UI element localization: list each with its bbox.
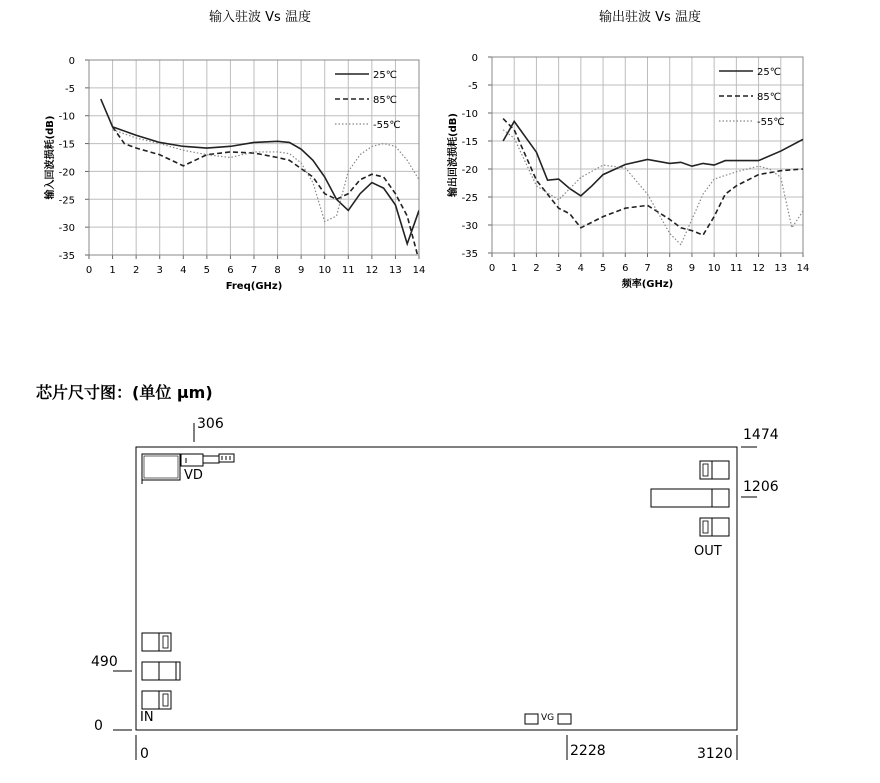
y-tick-label: 0 <box>471 53 478 64</box>
in-pad-bottom <box>142 691 171 709</box>
pad-label-vg: VG <box>541 713 555 723</box>
legend-label-1: 85℃ <box>757 92 781 103</box>
section-title: 芯片尺寸图：(单位 μm) <box>36 383 213 402</box>
vd-capacitor <box>142 454 180 480</box>
y-tick-label: -35 <box>461 249 478 260</box>
x-tick-label: 11 <box>341 265 355 276</box>
x-tick-label: 3 <box>555 263 562 274</box>
vd-pad-small <box>219 454 234 462</box>
output-return-loss-chart <box>440 30 880 340</box>
x-tick-label: 12 <box>752 263 765 274</box>
y-tick-label: -15 <box>461 137 478 148</box>
dim-label-bottom-3120: 3120 <box>697 746 733 762</box>
x-tick-label: 4 <box>180 265 187 276</box>
y-tick-label: -10 <box>461 109 478 120</box>
dim-label-left-490: 490 <box>91 654 118 670</box>
x-tick-label: 5 <box>599 263 607 274</box>
legend-label-0: 25℃ <box>757 67 781 78</box>
legend-label-0: 25℃ <box>373 70 397 81</box>
y-tick-label: -30 <box>58 223 75 235</box>
x-tick-label: 1 <box>109 265 116 276</box>
y-tick-label: -10 <box>58 111 75 123</box>
x-tick-label: 1 <box>511 263 518 274</box>
vg-pad-left <box>525 714 538 724</box>
x-tick-label: 9 <box>297 265 305 276</box>
x-tick-label: 6 <box>622 263 629 274</box>
chart-1-title: 输入驻波 Vs 温度 <box>209 10 311 25</box>
chart-2-title: 输出驻波 Vs 温度 <box>599 10 701 25</box>
legend-label-2: -55℃ <box>373 120 401 131</box>
y-tick-label: 0 <box>68 56 75 67</box>
legend-label-2: -55℃ <box>757 117 785 128</box>
x-tick-label: 0 <box>488 263 496 274</box>
pad-label-out: OUT <box>694 544 722 559</box>
x-axis-label: 频率(GHz) <box>621 279 674 290</box>
x-tick-label: 2 <box>533 263 540 274</box>
x-tick-label: 6 <box>227 265 234 276</box>
x-tick-label: 12 <box>365 265 379 276</box>
y-axis-label: 输出回波损耗(dB) <box>448 113 459 197</box>
x-tick-label: 9 <box>688 263 696 274</box>
y-tick-label: -20 <box>58 167 75 179</box>
y-tick-label: -30 <box>461 221 478 232</box>
y-axis-label: 输入回波损耗(dB) <box>45 115 56 200</box>
in-pad-mid <box>142 662 180 680</box>
x-tick-label: 14 <box>412 265 426 276</box>
x-tick-label: 2 <box>132 265 140 276</box>
die-outline <box>136 447 737 730</box>
x-tick-label: 8 <box>274 265 281 276</box>
x-tick-label: 3 <box>156 265 163 276</box>
legend-label-1: 85℃ <box>373 95 397 106</box>
y-tick-label: -25 <box>461 193 478 204</box>
vd-capacitor-inner <box>144 456 178 478</box>
series-line-1 <box>113 127 419 261</box>
x-tick-label: 8 <box>666 263 673 274</box>
series-line-1 <box>503 119 803 235</box>
x-tick-label: 14 <box>796 263 810 274</box>
dim-label-right-1206: 1206 <box>743 479 779 495</box>
x-tick-label: 13 <box>389 265 402 276</box>
out-pad-top <box>700 461 729 479</box>
y-tick-label: -35 <box>58 251 75 262</box>
y-tick-label: -5 <box>468 81 478 92</box>
x-tick-label: 7 <box>644 263 651 274</box>
vd-pad <box>181 454 203 466</box>
dim-label-bottom-0: 0 <box>140 746 149 762</box>
series-line-0 <box>503 121 803 195</box>
x-tick-label: 7 <box>250 265 258 276</box>
x-tick-label: 10 <box>318 265 332 276</box>
out-pad-bottom <box>700 518 729 536</box>
input-return-loss-chart <box>0 30 440 340</box>
x-axis-label: Freq(GHz) <box>225 281 283 292</box>
series-line-2 <box>503 130 803 245</box>
x-tick-label: 13 <box>774 263 788 274</box>
dim-label-right-1474: 1474 <box>743 427 779 443</box>
pad-label-in: IN <box>140 710 154 725</box>
y-tick-label: -25 <box>58 195 75 207</box>
pad-label-vd: VD <box>184 468 203 483</box>
y-tick-label: -20 <box>461 165 478 176</box>
x-tick-label: 10 <box>707 263 721 274</box>
dim-label-bottom-2228: 2228 <box>570 743 606 759</box>
in-pad-top <box>142 633 171 651</box>
y-tick-label: -5 <box>65 83 75 95</box>
x-tick-label: 0 <box>85 265 93 276</box>
y-tick-label: -15 <box>58 139 75 151</box>
x-tick-label: 11 <box>729 263 743 274</box>
dim-label-top-306: 306 <box>197 416 224 432</box>
x-tick-label: 5 <box>203 265 211 276</box>
out-pad-mid <box>651 489 729 507</box>
vd-trace <box>203 456 219 463</box>
dim-label-left-0: 0 <box>94 718 103 734</box>
vg-pad-right <box>558 714 571 724</box>
x-tick-label: 4 <box>577 263 585 274</box>
